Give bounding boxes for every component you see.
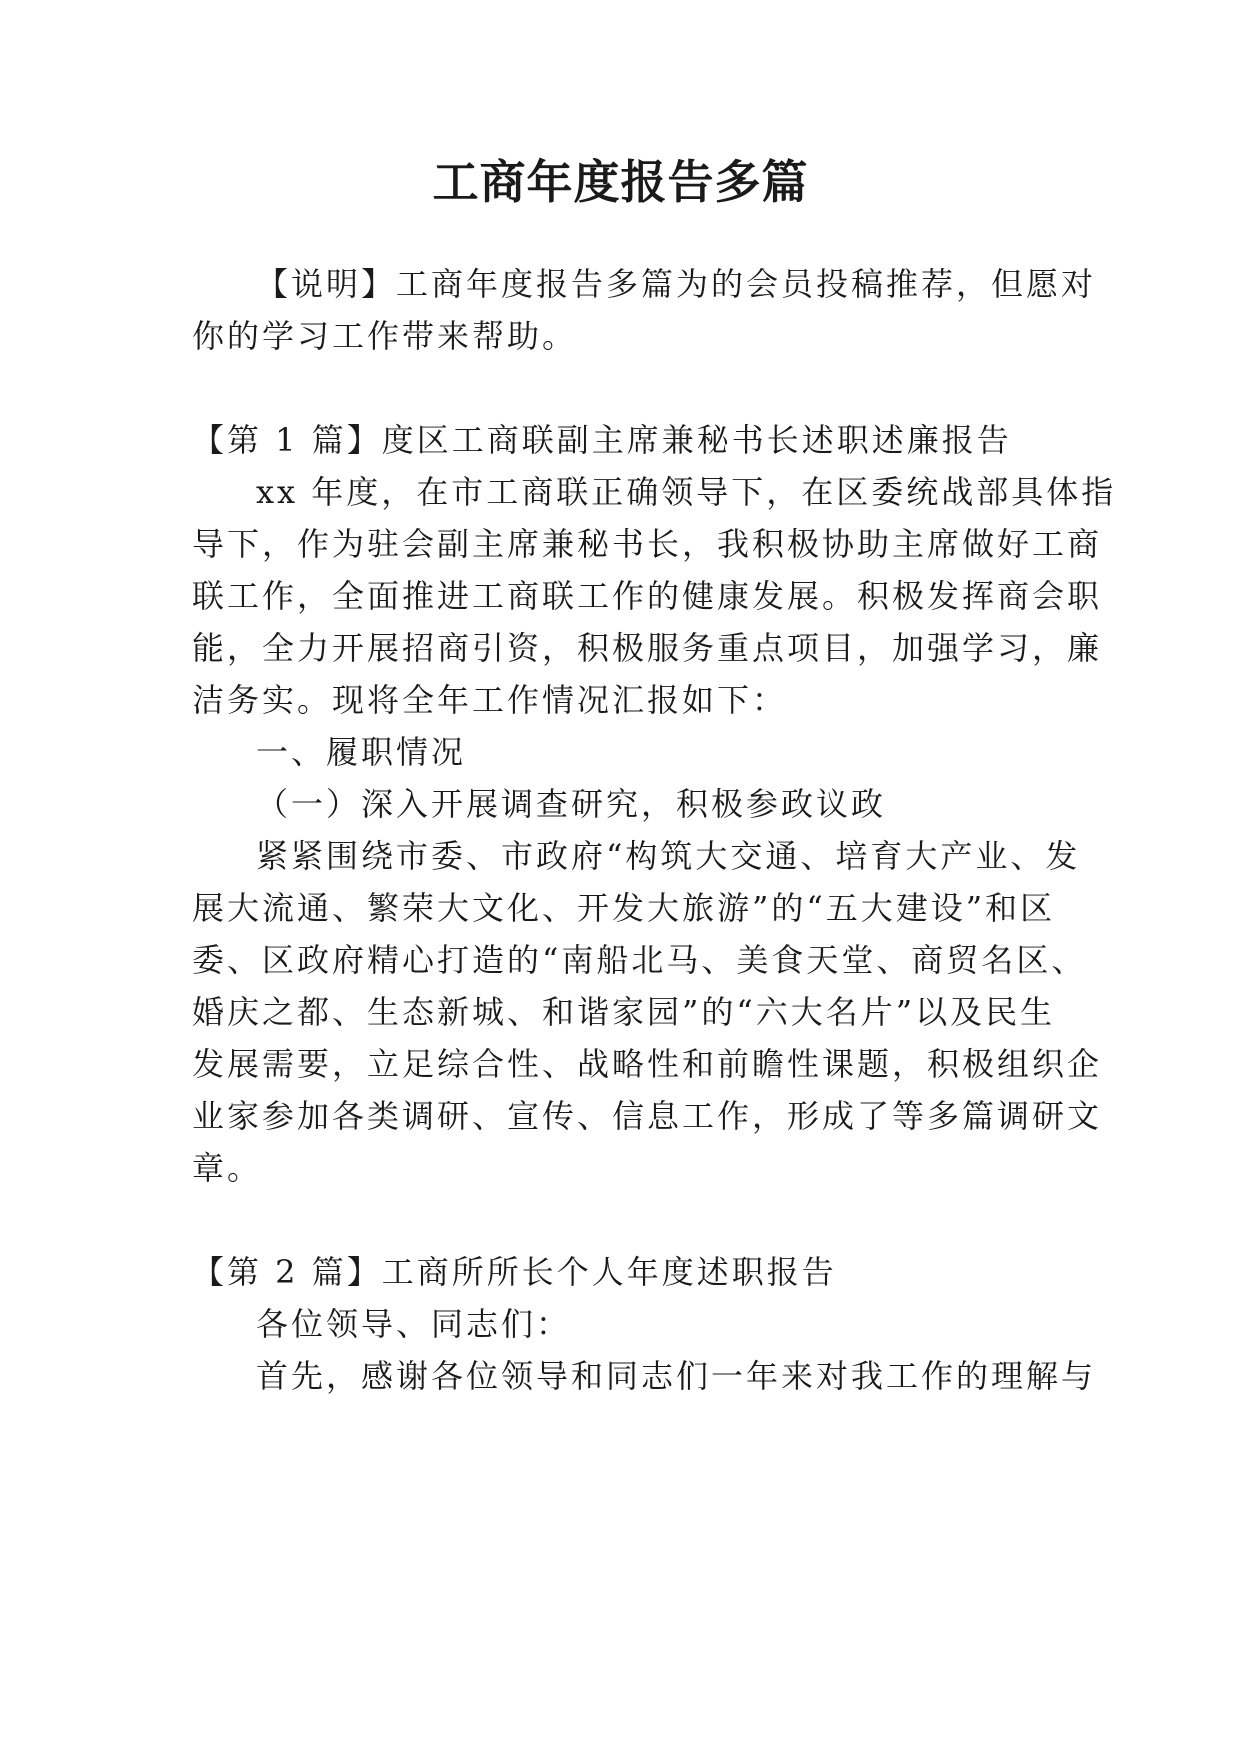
subheading-1: 一、履职情况 [256,733,467,771]
document-title: 工商年度报告多篇 [432,155,809,209]
subheading-2: （一）深入开展调查研究，积极参政议政 [256,785,887,823]
intro-line-2: 你的学习工作带来帮助。 [192,317,578,355]
salutation: 各位领导、同志们： [256,1305,572,1343]
paragraph-line: 能，全力开展招商引资，积极服务重点项目，加强学习，廉 [192,629,1103,667]
intro-line-1: 【说明】工商年度报告多篇为的会员投稿推荐，但愿对 [256,265,1097,303]
paragraph-line: 委、区政府精心打造的“南船北马、美食天堂、商贸名区、 [192,941,1087,979]
paragraph-line: 导下，作为驻会副主席兼秘书长，我积极协助主席做好工商 [192,525,1103,563]
paragraph-line: 联工作，全面推进工商联工作的健康发展。积极发挥商会职 [192,577,1103,615]
paragraph-line: 发展需要，立足综合性、战略性和前瞻性课题，积极组织企 [192,1045,1103,1083]
paragraph-line: 业家参加各类调研、宣传、信息工作，形成了等多篇调研文 [192,1097,1103,1135]
paragraph-line: 紧紧围绕市委、市政府“构筑大交通、培育大产业、发 [256,837,1081,875]
paragraph-line: 展大流通、繁荣大文化、开发大旅游”的“五大建设”和区 [192,889,1056,927]
paragraph-line: 洁务实。现将全年工作情况汇报如下： [192,681,788,719]
section-2-heading: 【第 2 篇】工商所所长个人年度述职报告 [192,1253,837,1291]
paragraph-line: 章。 [192,1149,263,1187]
paragraph-line: 婚庆之都、生态新城、和谐家园”的“六大名片”以及民生 [192,993,1056,1031]
paragraph-line: xx 年度，在市工商联正确领导下，在区委统战部具体指 [256,473,1117,511]
section-1-heading: 【第 1 篇】度区工商联副主席兼秘书长述职述廉报告 [192,421,1012,459]
paragraph-line: 首先，感谢各位领导和同志们一年来对我工作的理解与 [256,1357,1097,1395]
